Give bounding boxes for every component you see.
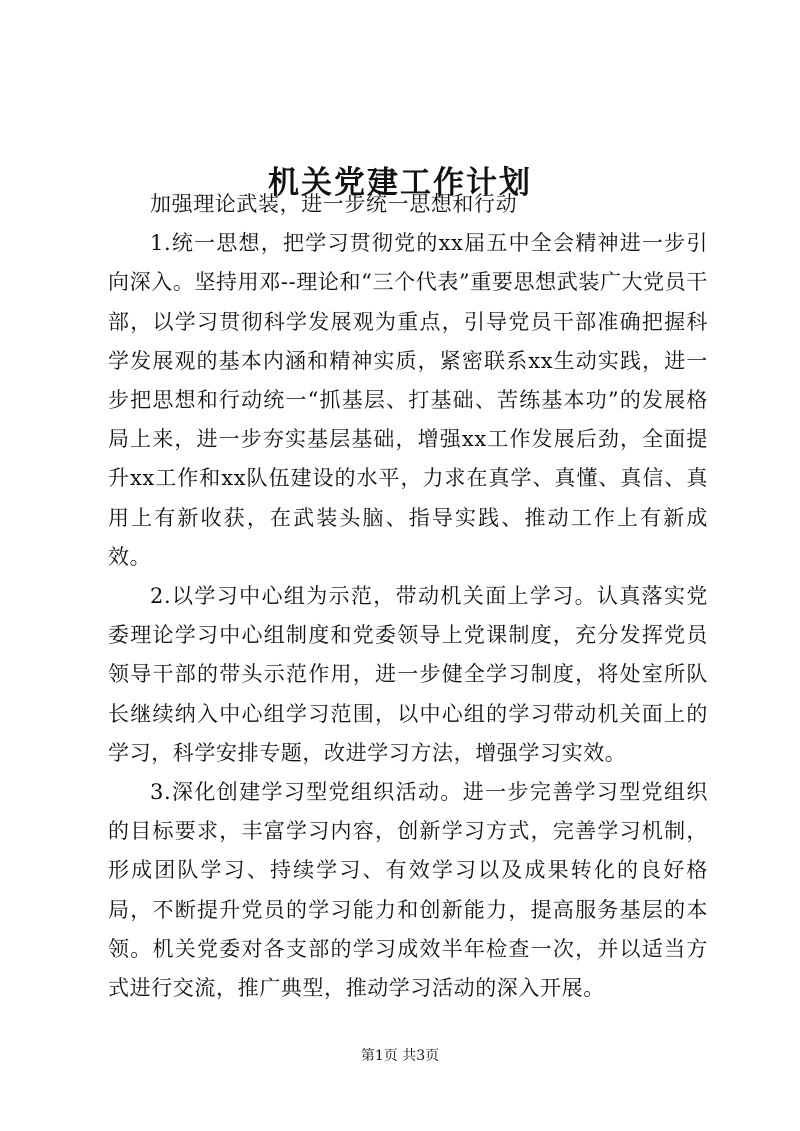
page-footer — [0, 1046, 800, 1066]
section-heading: 加强理论武装，进一步统一思想和行动 — [150, 192, 518, 216]
page-indicator: 第1页 共3页 — [360, 1048, 440, 1064]
paragraph-3: 3.深化创建学习型党组织活动。进一步完善学习型党组织的目标要求，丰富学习内容，创新学习方式，完善学习机制，形成团队学习、持续学习、有效学习以及成果转化的良好格局，不断提升党员的学习能力和创新能力，提高服务基层的本领。机关党委对各支部的学习成效半年检查一次，并以适当方式进行交流，推广典型，推动学习活动的深入开展。 — [108, 780, 708, 1001]
paragraph-2: 2.以学习中心组为示范，带动机关面上学习。认真落实党委理论学习中心组制度和党委领导上党课制度，充分发挥党员领导干部的带头示范作用，进一步健全学习制度，将处室所队长继续纳入中心组学习范围，以中心组的学习带动机关面上的学习，科学安排专题，改进学习方法，增强学习实效。 — [108, 584, 708, 765]
paragraph-1: 1.统一思想，把学习贯彻党的xx届五中全会精神进一步引向深入。坚持用邓--理论和“三个代表”重要思想武装广大党员干部，以学习贯彻科学发展观为重点，引导党员干部准确把握科学发展观的基本内涵和精神实质，紧密联系xx生动实践，进一步把思想和行动统一“抓基层、打基础、苦练基本功”的发展格局上来，进一步夯实基层基础，增强xx工作发展后劲，全面提升xx工作和xx队伍建设的水平，力求在真学、真懂、真信、真用上有新收获，在武装头脑、指导实践、推动工作上有新成效。 — [108, 231, 708, 569]
document-body — [108, 185, 708, 1008]
document-title: 机关党建工作计划 — [268, 164, 532, 201]
